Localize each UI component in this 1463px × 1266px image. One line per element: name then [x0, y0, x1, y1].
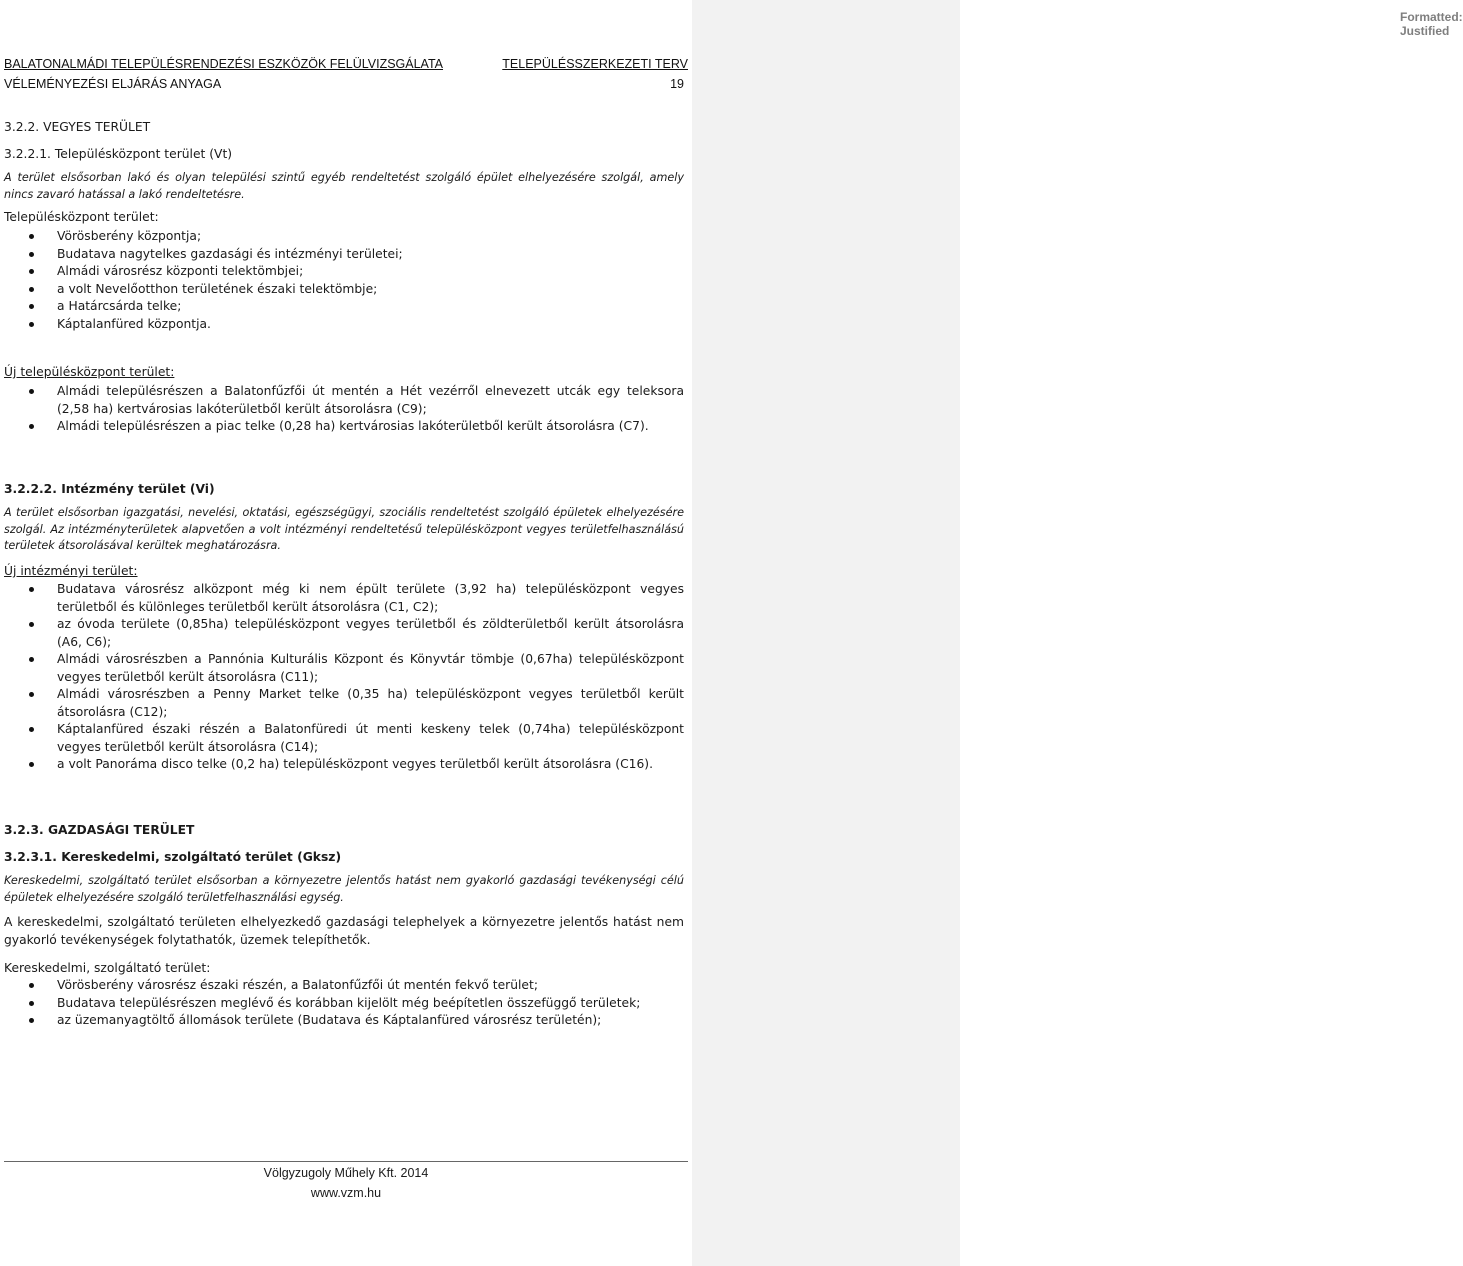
- new-vi-title: Új intézményi terület:: [4, 564, 138, 578]
- list-item: az óvoda területe (0,85ha) településközpont vegyes területből és zöldterületből került átsorolásra (A6, C6);: [4, 616, 684, 651]
- list-item: a volt Panoráma disco telke (0,2 ha) településközpont vegyes területből került átsorolásra (C16).: [4, 756, 684, 774]
- list-item: Budatava városrész alközpont még ki nem épült területe (3,92 ha) településközpont vegyes területből és különleges területből került átsorolásra (C1, C2);: [4, 581, 684, 616]
- list-item: Almádi településrészen a piac telke (0,28 ha) kertvárosias lakóterületből került átsorolásra (C7).: [4, 418, 684, 436]
- gksz-list-title: Kereskedelmi, szolgáltató terület:: [4, 961, 211, 975]
- bullet-icon: [29, 657, 34, 662]
- list-item: az üzemanyagtöltő állomások területe (Budatava és Káptalanfüred városrész területén);: [4, 1012, 684, 1030]
- list-item: a volt Nevelőotthon területének északi telektömbje;: [4, 281, 684, 299]
- new-vt-list: [4, 383, 684, 436]
- list-item: Almádi városrészben a Penny Market telke (0,35 ha) településközpont vegyes területből került átsorolásra (C12);: [4, 686, 684, 721]
- document-subtitle: VÉLEMÉNYEZÉSI ELJÁRÁS ANYAGA: [4, 77, 222, 91]
- bullet-icon: [29, 762, 34, 767]
- list-item: Almádi városrész központi telektömbjei;: [4, 263, 684, 281]
- bullet-icon: [29, 389, 34, 394]
- list-item: Káptalanfüred északi részén a Balatonfüredi út menti keskeny telek (0,74ha) településközpont vegyes területből került átsorolásra (C14);: [4, 721, 684, 756]
- gksz-description: Kereskedelmi, szolgáltató terület elsősorban a környezetre jelentős hatást nem gyakorló gazdasági tevékenységi célú épületek elhelyezésére szolgáló területfelhasználási egység.: [4, 874, 684, 904]
- subsection-heading-gksz: 3.2.3.1. Kereskedelmi, szolgáltató terület (Gksz): [4, 850, 342, 864]
- bullet-icon: [29, 322, 34, 327]
- section-heading-mixed: 3.2.2. VEGYES TERÜLET: [4, 120, 151, 134]
- bullet-icon: [29, 587, 34, 592]
- plan-name: TELEPÜLÉSSZERKEZETI TERV: [502, 57, 688, 71]
- subsection-heading-vt: 3.2.2.1. Településközpont terület (Vt): [4, 147, 233, 161]
- list-item: Almádi városrészben a Pannónia Kulturális Központ és Könyvtár tömbje (0,67ha) településközpont vegyes területből került átsorolásra (C11);: [4, 651, 684, 686]
- comment-label: Formatted: Justified: [1400, 10, 1463, 38]
- vt-list-title: Településközpont terület:: [4, 210, 159, 224]
- gksz-list: [4, 977, 684, 1030]
- footer-website: www.vzm.hu: [310, 1186, 382, 1200]
- bullet-icon: [29, 692, 34, 697]
- list-item: Budatava nagytelkes gazdasági és intézményi területei;: [4, 246, 684, 264]
- list-item: Budatava településrészen meglévő és korábban kijelölt még beépítetlen összefüggő területek;: [4, 995, 684, 1013]
- page-number: 19: [670, 77, 684, 91]
- section-heading-economic: 3.2.3. GAZDASÁGI TERÜLET: [4, 823, 195, 837]
- list-item: Almádi településrészen a Balatonfűzfői út mentén a Hét vezérről elnevezett utcák egy teleksora (2,58 ha) kertvárosias lakóterületből került átsorolásra (C9);: [4, 383, 684, 418]
- header-line-1: [4, 57, 688, 71]
- bullet-icon: [29, 287, 34, 292]
- new-vt-title: Új településközpont terület:: [4, 365, 175, 379]
- bullet-icon: [29, 234, 34, 239]
- bullet-icon: [29, 304, 34, 309]
- bullet-icon: [29, 269, 34, 274]
- comment-sidebar: [692, 0, 1463, 1266]
- vt-list: [4, 228, 684, 333]
- subsection-heading-vi: 3.2.2.2. Intézmény terület (Vi): [4, 482, 215, 496]
- bullet-icon: [29, 1001, 34, 1006]
- vt-description: A terület elsősorban lakó és olyan települési szintű egyéb rendeltetést szolgáló épület elhelyezésére szolgál, amely nincs zavaró hatással a lakó rendeltetésre.: [4, 171, 684, 201]
- gksz-paragraph: A kereskedelmi, szolgáltató területen elhelyezkedő gazdasági telephelyek a környezetre jelentős hatást nem gyakorló tevékenységek folytathatók, üzemek telepíthetők.: [4, 915, 684, 947]
- footer-company: Völgyzugoly Műhely Kft. 2014: [263, 1166, 429, 1180]
- bullet-icon: [29, 424, 34, 429]
- document-title: BALATONALMÁDI TELEPÜLÉSRENDEZÉSI ESZKÖZÖK FELÜLVIZSGÁLATA: [4, 57, 444, 71]
- bullet-icon: [29, 983, 34, 988]
- bullet-icon: [29, 727, 34, 732]
- bullet-icon: [29, 252, 34, 257]
- footer-divider: [4, 1161, 688, 1162]
- new-vi-list: [4, 581, 684, 774]
- list-item: Vörösberény városrész északi részén, a Balatonfűzfői út mentén fekvő terület;: [4, 977, 684, 995]
- list-item: a Határcsárda telke;: [4, 298, 684, 316]
- header-line-2: [4, 77, 688, 91]
- bullet-icon: [29, 622, 34, 627]
- vi-description: A terület elsősorban igazgatási, nevelési, oktatási, egészségügyi, szociális rendeltetést szolgáló épületek elhelyezésére szolgál. Az intézményterületek alapvetően a volt intézményi rendeltetésű településközpont vegyes területfelhasználású területek átsorolásával kerültek meghatározásra.: [4, 506, 684, 552]
- list-item: Káptalanfüred központja.: [4, 316, 684, 334]
- list-item: Vörösberény központja;: [4, 228, 684, 246]
- bullet-icon: [29, 1018, 34, 1023]
